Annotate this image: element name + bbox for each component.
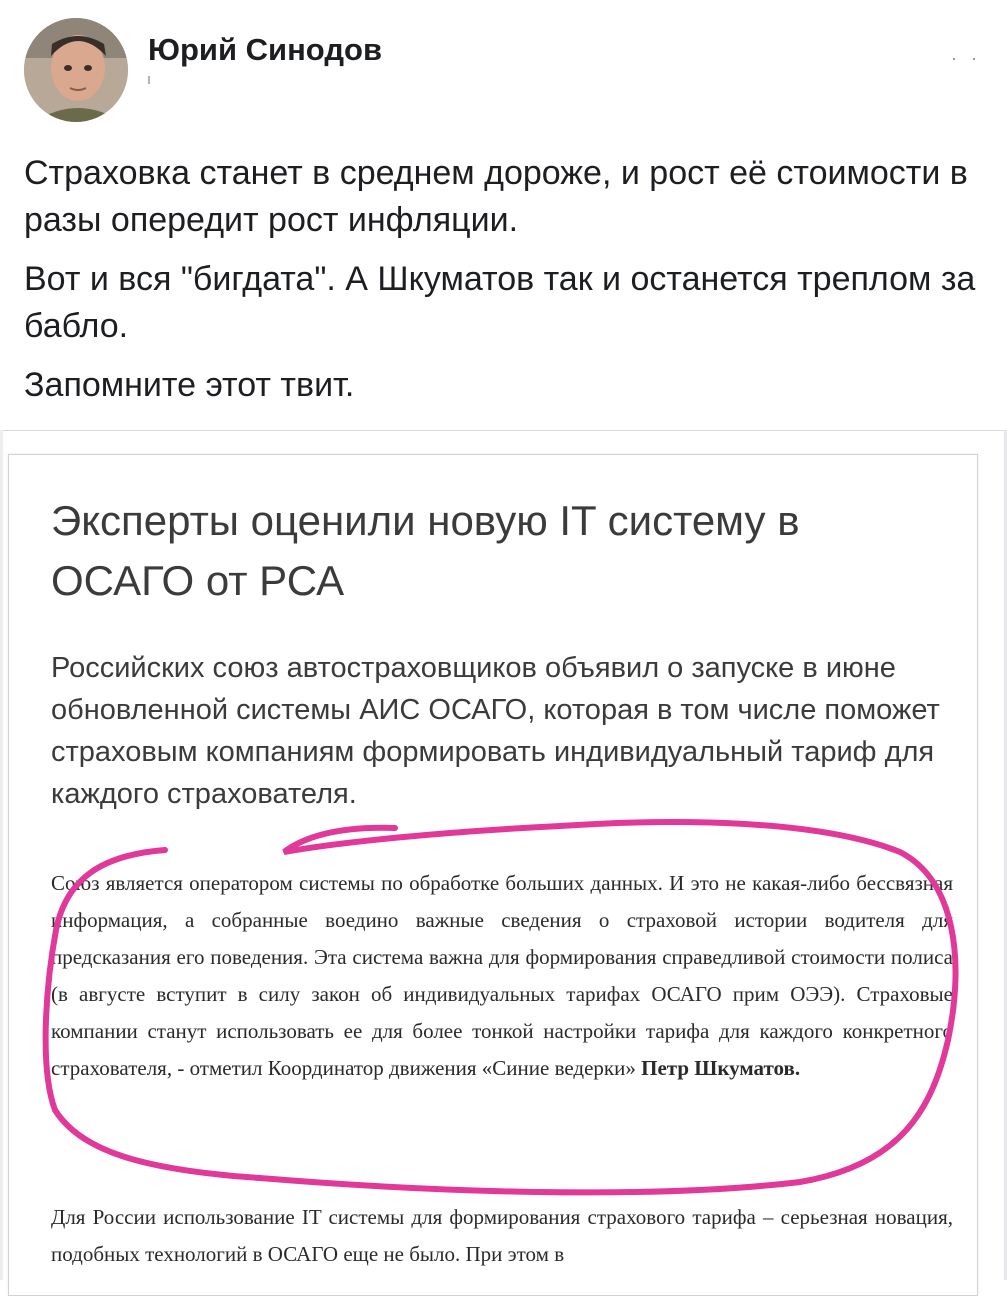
attachment-divider bbox=[0, 430, 1007, 431]
more-options-icon[interactable] bbox=[947, 56, 977, 62]
avatar[interactable] bbox=[24, 18, 128, 122]
article-lead: Российских союз автостраховщиков объявил о запуске в июне обновленной системы АИС ОСАГО, которая в том числе поможет страховым компаниям формировать индивидуальный тариф для каждого страхователя. bbox=[51, 652, 940, 810]
post-header bbox=[0, 0, 1007, 130]
avatar-photo bbox=[24, 18, 128, 122]
post-paragraph: Запомните этот твит. bbox=[24, 366, 355, 404]
article-quote bbox=[51, 865, 953, 1087]
article-paragraph: Для России использование IT системы для формирования страхового тарифа – серьезная новация, подобных технологий в ОСАГО еще не было. При этом в bbox=[51, 1205, 953, 1266]
attached-article-image[interactable] bbox=[8, 454, 978, 1296]
post-paragraph: Страховка станет в среднем дороже, и рост её стоимости в разы опередит рост инфляции. bbox=[24, 154, 968, 239]
quote-text: Союз является оператором системы по обработке больших данных. И это не какая-либо бессвязная информация, а собранные воедино важные сведения о страховой истории водителя для предсказания его поведения. Эта система важна для формирования справедливой стоимости полиса (в августе вступит в силу закон об индивидуальных тарифах ОСАГО прим ОЭЭ). Страховые компании станут использовать ее для более тонкой настройки тарифа для каждого конкретного страхователя, - отметил Координатор движения «Синие ведерки» bbox=[51, 871, 953, 1080]
post-paragraph: Вот и вся "бигдата". А Шкуматов так и останется треплом за бабло. bbox=[24, 260, 976, 345]
post-meta bbox=[148, 76, 150, 84]
quote-person: Петр Шкуматов. bbox=[641, 1056, 801, 1080]
author-name[interactable]: Юрий Синодов bbox=[148, 32, 382, 67]
attachment-frame-left bbox=[0, 430, 3, 1280]
article-title: Эксперты оценили новую IT систему в ОСАГО от РСА bbox=[51, 497, 800, 604]
post-text bbox=[24, 150, 984, 421]
